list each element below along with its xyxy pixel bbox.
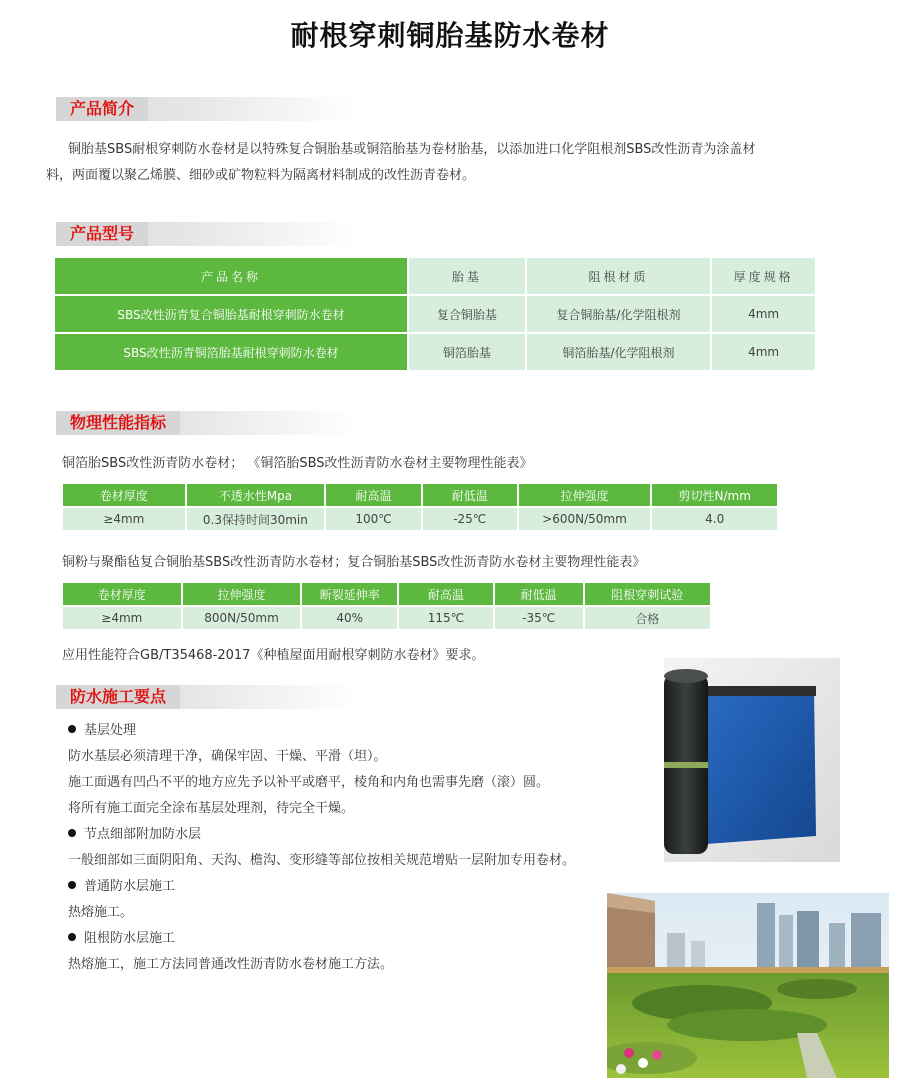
bullet-dot-icon xyxy=(68,829,76,837)
table-header-cell: 不透水性Mpa xyxy=(186,483,326,507)
bullet-title: 阻根防水层施工 xyxy=(84,931,176,946)
section-header-models xyxy=(56,222,356,246)
models-header-material: 阻根材质 xyxy=(526,257,711,295)
section-header-physical xyxy=(56,411,356,435)
physical-table1-header-row xyxy=(62,483,778,507)
intro-line-2: 料，两面覆以聚乙烯膜、细砂或矿物粒料为隔离材料制成的改性沥青卷材。 xyxy=(46,168,476,183)
section-title-construction: 防水施工要点 xyxy=(56,685,180,709)
models-cell: SBS改性沥青复合铜胎基耐根穿刺防水卷材 xyxy=(54,295,408,333)
models-header-row xyxy=(54,257,816,295)
table-row xyxy=(54,295,816,333)
models-cell: 4mm xyxy=(711,295,816,333)
construction-content xyxy=(68,718,628,978)
intro-line-1: 铜胎基SBS耐根穿刺防水卷材是以特殊复合铜胎基或铜箔胎基为卷材胎基，以添加进口化学阻根剂SBS改性沥青为涂盖材 xyxy=(68,142,756,157)
models-cell: 铜箔胎基/化学阻根剂 xyxy=(526,333,711,371)
table-header-cell: 耐高温 xyxy=(398,582,494,606)
table-cell: 4.0 xyxy=(651,507,778,531)
bullet-title: 节点细部附加防水层 xyxy=(84,827,202,842)
models-table xyxy=(53,256,817,372)
table-cell: ≥4mm xyxy=(62,507,186,531)
table-cell: 800N/50mm xyxy=(182,606,302,630)
bullet-text: 施工面遇有凹凸不平的地方应先予以补平或磨平，棱角和内角也需事先磨（滚）圆。 xyxy=(68,775,550,790)
bullet-text: 防水基层必须清理干净，确保牢固、干燥、平滑（坦）。 xyxy=(68,749,387,764)
models-cell: SBS改性沥青铜箔胎基耐根穿刺防水卷材 xyxy=(54,333,408,371)
bullet-item xyxy=(68,926,628,952)
table-header-cell: 耐低温 xyxy=(422,483,518,507)
table-cell: -25℃ xyxy=(422,507,518,531)
table-cell: 40% xyxy=(301,606,398,630)
section-header-intro xyxy=(56,97,356,121)
bullet-text: 热熔施工。 xyxy=(68,905,134,920)
table-header-cell: 拉伸强度 xyxy=(518,483,652,507)
product-roll-image xyxy=(664,658,840,862)
table-header-cell: 剪切性N/mm xyxy=(651,483,778,507)
table-header-cell: 拉伸强度 xyxy=(182,582,302,606)
green-roof-photo xyxy=(607,893,889,1078)
bullet-title: 基层处理 xyxy=(84,723,137,738)
table-cell: -35℃ xyxy=(494,606,584,630)
physical-table2-header-row xyxy=(62,582,711,606)
section-title-models: 产品型号 xyxy=(56,222,148,246)
table-cell: 0.3保持时间30min xyxy=(186,507,326,531)
table-header-cell: 耐高温 xyxy=(325,483,422,507)
table-row xyxy=(54,333,816,371)
models-cell: 铜箔胎基 xyxy=(408,333,526,371)
physical-table1-caption: 铜箔胎SBS改性沥青防水卷材； 《铜箔胎SBS改性沥青防水卷材主要物理性能表》 xyxy=(62,456,533,471)
table-cell: 100℃ xyxy=(325,507,422,531)
bullet-item xyxy=(68,718,628,744)
bullet-item xyxy=(68,874,628,900)
table-cell: >600N/50mm xyxy=(518,507,652,531)
section-title-intro: 产品简介 xyxy=(56,97,148,121)
models-cell: 复合铜胎基/化学阻根剂 xyxy=(526,295,711,333)
section-header-construction xyxy=(56,685,356,709)
table-header-cell: 耐低温 xyxy=(494,582,584,606)
bullet-dot-icon xyxy=(68,933,76,941)
table-header-cell: 断裂延伸率 xyxy=(301,582,398,606)
models-header-name: 产品名称 xyxy=(54,257,408,295)
bullet-dot-icon xyxy=(68,725,76,733)
intro-paragraph xyxy=(46,137,868,189)
bullet-text: 将所有施工面完全涂布基层处理剂，待完全干燥。 xyxy=(68,801,355,816)
models-header-base: 胎基 xyxy=(408,257,526,295)
section-title-physical: 物理性能指标 xyxy=(56,411,180,435)
physical-table-1 xyxy=(61,482,779,532)
bullet-text: 一般细部如三面阴阳角、天沟、檐沟、变形缝等部位按相关规范增贴一层附加专用卷材。 xyxy=(68,853,576,868)
table-header-cell: 卷材厚度 xyxy=(62,483,186,507)
physical-table2-caption: 铜粉与聚酯毡复合铜胎基SBS改性沥青防水卷材；复合铜胎基SBS改性沥青防水卷材主要物理性能表》 xyxy=(62,555,646,570)
table-row xyxy=(62,507,778,531)
table-header-cell: 卷材厚度 xyxy=(62,582,182,606)
models-header-thickness: 厚度规格 xyxy=(711,257,816,295)
table-cell: ≥4mm xyxy=(62,606,182,630)
bullet-text: 热熔施工，施工方法同普通改性沥青防水卷材施工方法。 xyxy=(68,957,394,972)
table-cell: 合格 xyxy=(584,606,711,630)
bullet-item xyxy=(68,822,628,848)
compliance-text: 应用性能符合GB/T35468-2017《种植屋面用耐根穿刺防水卷材》要求。 xyxy=(62,648,485,663)
table-cell: 115℃ xyxy=(398,606,494,630)
bullet-title: 普通防水层施工 xyxy=(84,879,176,894)
bullet-dot-icon xyxy=(68,881,76,889)
page-title: 耐根穿刺铜胎基防水卷材 xyxy=(290,19,610,52)
models-cell: 4mm xyxy=(711,333,816,371)
models-cell: 复合铜胎基 xyxy=(408,295,526,333)
table-row xyxy=(62,606,711,630)
physical-table-2 xyxy=(61,581,712,631)
table-header-cell: 阻根穿刺试验 xyxy=(584,582,711,606)
